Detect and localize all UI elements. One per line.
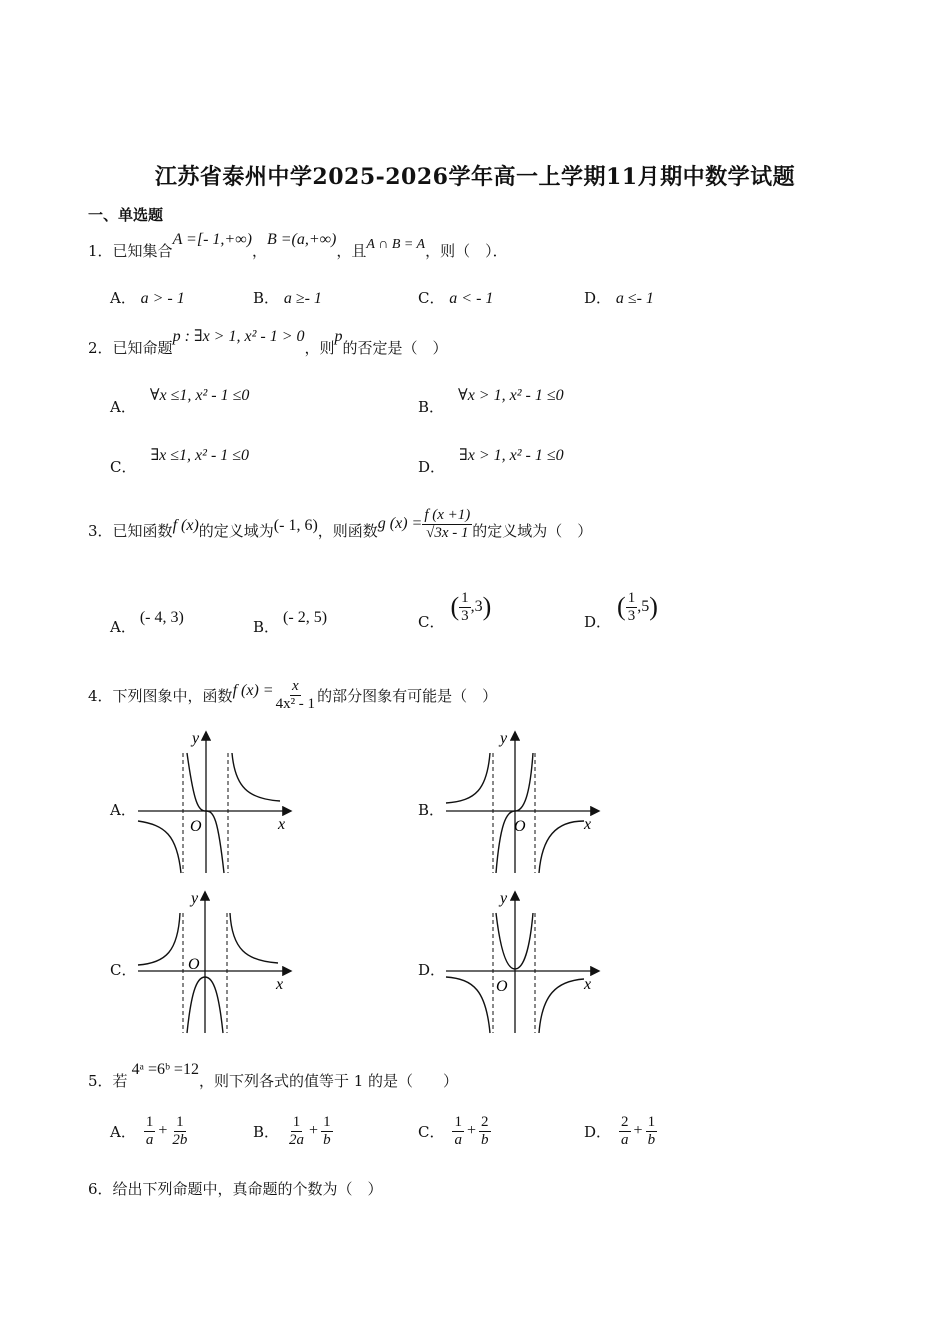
question-text: 的定义域为（ ）: [472, 521, 593, 540]
numerator: 1: [454, 1114, 462, 1130]
option-label: C．: [418, 1122, 445, 1141]
fraction: [144, 1114, 156, 1148]
proposition: p : ∃x > 1, x² - 1 > 0: [172, 328, 305, 345]
curve-left: [446, 753, 490, 803]
denominator: a: [145, 1131, 154, 1148]
x-axis-label: x: [278, 816, 286, 833]
y-axis-label: y: [500, 730, 508, 747]
question-text: 的否定是（ ）: [342, 339, 448, 357]
denominator: b: [481, 1131, 489, 1148]
option-text: ∃x > 1, x² - 1 ≤0: [459, 447, 564, 464]
numerator: 1: [292, 1114, 301, 1130]
option-d[interactable]: [584, 1114, 657, 1148]
option-label: D．: [584, 612, 612, 631]
question-number: 4．: [88, 686, 113, 705]
fraction: [274, 678, 318, 712]
question-2: [88, 328, 448, 358]
option-label: D．: [584, 289, 612, 307]
question-number: 3．: [88, 521, 113, 540]
option-text: a < - 1: [449, 290, 494, 307]
curve-left: [138, 821, 181, 873]
option-d[interactable]: [418, 444, 564, 476]
option-c[interactable]: [418, 590, 492, 631]
question-5: [88, 1061, 459, 1091]
denominator: b: [647, 1131, 656, 1148]
denominator: a: [621, 1131, 629, 1148]
question-text: ，且: [336, 242, 367, 260]
fraction: [170, 1114, 189, 1148]
right-paren: ): [482, 592, 492, 621]
numerator: 2: [481, 1114, 489, 1130]
fraction: [459, 590, 471, 624]
page-title: 江苏省泰州中学2025-2026学年高一上学期11月期中数学试题: [154, 164, 796, 190]
left-paren: (: [450, 592, 460, 621]
fraction: [646, 1114, 658, 1148]
graph-a[interactable]: [130, 725, 300, 875]
question-number: 6．: [88, 1180, 113, 1198]
section-heading: 一、单选题: [88, 206, 164, 224]
option-b-label[interactable]: B．: [418, 801, 445, 819]
question-text: ，则: [304, 339, 335, 357]
denominator: a: [454, 1131, 462, 1148]
option-a[interactable]: [110, 606, 184, 636]
option-text: ,5: [637, 598, 650, 615]
option-a[interactable]: [110, 287, 185, 308]
graph-b[interactable]: [438, 725, 608, 875]
origin-label: O: [514, 818, 526, 835]
question-6: [88, 1178, 383, 1199]
option-label: B．: [253, 1122, 280, 1141]
numerator: 1: [323, 1114, 331, 1130]
option-text: ,3: [470, 598, 483, 615]
equation: 4ᵃ =6ᵇ =12: [131, 1061, 199, 1078]
denominator: 4x² - 1: [275, 695, 316, 712]
option-c[interactable]: [110, 444, 250, 476]
option-b[interactable]: [253, 287, 322, 308]
function-f: f (x) =: [232, 682, 274, 699]
fraction: [619, 1114, 631, 1148]
curve-right: [539, 979, 584, 1033]
option-text: (- 2, 5): [283, 609, 328, 626]
origin-label: O: [496, 978, 508, 995]
option-label: A．: [110, 618, 136, 636]
x-axis-label: x: [584, 976, 592, 993]
question-text: 的定义域为: [198, 521, 274, 540]
option-label: A．: [110, 398, 136, 416]
option-c[interactable]: [418, 287, 493, 308]
option-label: B．: [253, 618, 280, 636]
question-text: 给出下列命题中，真命题的个数为（ ）: [112, 1180, 383, 1198]
option-text: ∃x ≤1, x² - 1 ≤0: [150, 447, 250, 464]
option-label: A．: [110, 1122, 136, 1141]
option-d[interactable]: [584, 287, 654, 308]
x-axis-label: x: [276, 976, 284, 993]
question-4: [88, 670, 497, 720]
domain: (- 1, 6): [273, 517, 318, 534]
option-text: (- 4, 3): [139, 609, 184, 626]
question-number: 1．: [88, 242, 113, 260]
option-label: A．: [110, 289, 136, 307]
plus-sign: +: [633, 1122, 643, 1139]
question-text: ，则（ ）．: [425, 242, 508, 260]
denominator: √3x - 1: [426, 524, 469, 541]
question-number: 5．: [88, 1072, 113, 1090]
function-f: f (x): [172, 517, 199, 534]
numerator: 2: [621, 1114, 629, 1130]
option-label: B．: [253, 289, 280, 307]
plus-sign: +: [466, 1122, 477, 1139]
plus-sign: +: [309, 1122, 319, 1139]
numerator: 1: [145, 1114, 154, 1130]
option-d-label[interactable]: D．: [418, 961, 446, 979]
plus-sign: +: [158, 1122, 168, 1139]
set-a: A =[- 1,+∞): [172, 231, 252, 248]
y-axis-label: y: [500, 890, 508, 907]
curve-right: [539, 821, 584, 873]
option-c-label[interactable]: C．: [110, 961, 137, 979]
question-text: 若: [112, 1072, 128, 1090]
graph-c[interactable]: [130, 885, 300, 1035]
option-a-label[interactable]: A．: [110, 801, 136, 819]
fraction: [321, 1114, 333, 1148]
fraction: [452, 1114, 464, 1148]
y-axis-label: y: [192, 730, 200, 747]
option-label: D．: [418, 458, 446, 476]
origin-label: O: [190, 818, 202, 835]
question-text: ，则函数: [317, 521, 378, 540]
option-a[interactable]: [110, 1114, 189, 1148]
question-text: ，: [251, 242, 267, 260]
numerator: 1: [627, 590, 636, 606]
denominator: 3: [461, 607, 469, 624]
numerator: f (x +1): [424, 507, 471, 523]
right-paren: ): [649, 592, 658, 621]
numerator: 1: [461, 590, 469, 606]
question-text: 下列图象中，函数: [112, 686, 233, 705]
numerator: 1: [647, 1114, 656, 1130]
curve-left: [138, 913, 180, 965]
fraction: [422, 507, 472, 541]
option-text: ∀x ≤1, x² - 1 ≤0: [149, 387, 250, 404]
function-g: g (x) =: [377, 515, 423, 532]
denominator: 3: [627, 607, 636, 624]
question-3: [88, 500, 592, 560]
option-label: B．: [418, 398, 445, 416]
set-b: B =(a,+∞): [266, 231, 337, 248]
question-1: [88, 231, 508, 261]
denominator: b: [323, 1131, 331, 1148]
numerator: x: [291, 678, 299, 694]
proposition-symbol: p: [334, 328, 343, 345]
origin-label: O: [188, 956, 200, 973]
condition: A ∩ B = A: [366, 237, 426, 252]
denominator: 2a: [289, 1131, 305, 1148]
denominator: 2b: [172, 1131, 188, 1148]
question-number: 2．: [88, 339, 113, 357]
fraction: [287, 1114, 306, 1148]
option-label: D．: [584, 1122, 612, 1141]
option-b[interactable]: [253, 1114, 333, 1148]
fraction: [479, 1114, 491, 1148]
question-text: 的部分图象有可能是（ ）: [317, 686, 498, 705]
x-axis-label: x: [584, 816, 592, 833]
y-axis-label: y: [191, 890, 199, 907]
option-label: C．: [418, 612, 445, 631]
option-text: a ≤- 1: [615, 290, 654, 307]
left-paren: (: [617, 592, 626, 621]
graph-d[interactable]: [438, 885, 608, 1035]
option-d[interactable]: [584, 590, 658, 631]
question-text: 已知函数: [112, 521, 173, 540]
option-b[interactable]: [418, 384, 564, 416]
option-label: C．: [418, 289, 445, 307]
option-text: a ≥- 1: [283, 290, 322, 307]
question-text: 已知命题: [112, 339, 173, 357]
curve-left: [446, 977, 490, 1033]
curve-right: [230, 913, 278, 963]
option-text: a > - 1: [140, 290, 185, 307]
numerator: 1: [176, 1114, 184, 1130]
fraction: [626, 590, 638, 624]
curve-right: [232, 753, 280, 801]
question-text: 已知集合: [112, 242, 173, 260]
option-a[interactable]: [110, 384, 250, 416]
option-c[interactable]: [418, 1114, 491, 1148]
question-text: ，则下列各式的值等于 1 的是（ ）: [198, 1072, 459, 1090]
option-b[interactable]: [253, 606, 328, 636]
option-text: ∀x > 1, x² - 1 ≤0: [458, 387, 564, 404]
option-label: C．: [110, 458, 137, 476]
